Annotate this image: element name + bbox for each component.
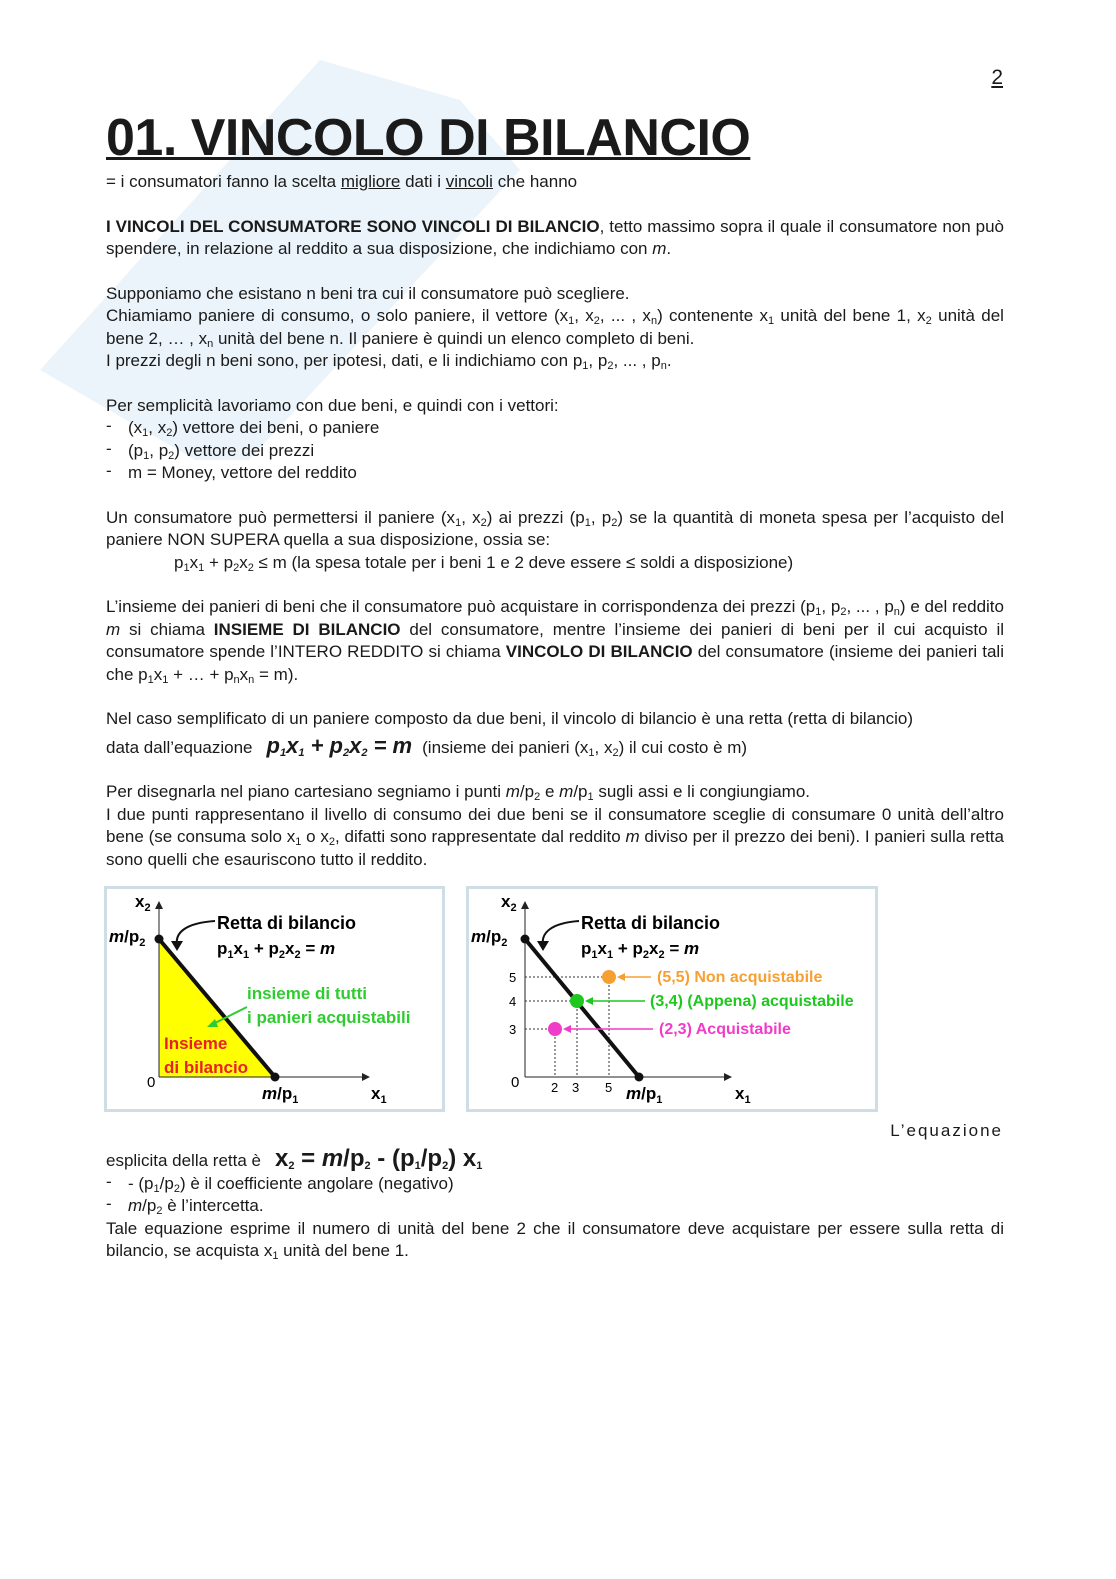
annotation-arrowhead-retta	[171, 941, 183, 951]
axis-label-x2: $x_2$	[501, 892, 517, 914]
x-axis-arrow	[724, 1073, 732, 1081]
y-tick-4: 4	[509, 994, 517, 1009]
point-5-5	[602, 970, 616, 984]
text-block-bottom	[106, 1145, 1004, 1263]
axis-label-x2: $x_2$	[135, 892, 151, 914]
y-tick-5: 5	[509, 970, 517, 985]
lequazione-label: L’equazione	[890, 1121, 1003, 1140]
page-number: 2	[991, 66, 1003, 89]
label-m-p2: $m/p_2$	[109, 927, 146, 949]
explicit-equation-line: esplicita della retta è $x_2 = m/p_2 - (p_1/p_2)$ $x_1$	[106, 1145, 483, 1172]
label-insieme-line2: di bilancio	[164, 1058, 249, 1077]
axis-label-x1: $x_1$	[371, 1084, 387, 1106]
subtitle-line: = i consumatori fanno la scelta migliore dati i vincoli che hanno	[106, 172, 578, 191]
label-non-acquistabile: (5,5) Non acquistabile	[657, 969, 823, 986]
list-item: - m = Money, vettore del reddito	[106, 462, 1004, 485]
budget-line-equation: $p_1x_1 + p_2x_2 = m$	[217, 939, 336, 961]
paragraph-beni: Supponiamo che esistano n beni tra cui il consumatore può scegliere. Chiamiamo paniere di consumo, o solo paniere, il vettore ($x_1$, $x_2$, ... , $x_n$) contenente $x_1$ unità del bene 1, $x_2$ unità del bene 2, … , $x_n$ unità del bene n. Il paniere è quindi un elenco completo di beni. I prezzi degli n beni sono, per ipotesi, dati, e li indichiamo con $p_1$, $p_2$, ... , $p_n$.	[106, 283, 1004, 372]
axis-label-x1: $x_1$	[735, 1084, 751, 1106]
list-item: - ($x_1$, $x_2$) vettore dei beni, o paniere	[106, 417, 1004, 440]
origin-label: 0	[147, 1074, 156, 1091]
list-item: - ($p_1$, $p_2$) vettore dei prezzi	[106, 440, 1004, 463]
paragraph-conclusione: Tale equazione esprime il numero di unità del bene 2 che il consumatore deve acquistare per essere sulla retta di bilancio, se acquista $x_1$ unità del bene 1.	[106, 1218, 1004, 1262]
paragraph-retta: Nel caso semplificato di un paniere composto da due beni, il vincolo di bilancio è una retta (retta di bilancio) data dall’equazione $p_1x_1 + p_2x_2 = m$ (insieme dei panieri ($x_1$, $x_2$) il cui costo è m)	[106, 709, 914, 759]
point-3-4	[570, 994, 584, 1008]
point-2-3	[548, 1022, 562, 1036]
x-tick-2: 2	[551, 1080, 559, 1095]
paragraph-permettersi: Un consumatore può permettersi il paniere ($x_1$, $x_2$) ai prezzi ($p_1$, $p_2$) se la quantità di moneta spesa per l’acquisto del paniere NON SUPERA quella a sua disposizione, ossia se: $p_1x_1 + p_2x_2 \le m$ (la spesa totale per i beni 1 e 2 deve essere ≤ soldi a disposizione)	[106, 507, 1004, 574]
equation-explicit: $x_2 = m/p_2 - (p_1/p_2)$ $x_1$	[274, 1145, 483, 1172]
figure-insieme-bilancio	[104, 886, 445, 1112]
page-title: 01. VINCOLO DI BILANCIO	[106, 109, 751, 167]
origin-label: 0	[511, 1074, 520, 1091]
list-item: - - $(p_1/p_2)$ è il coefficiente angolare (negativo)	[106, 1173, 1004, 1196]
paragraph-insieme: L’insieme dei panieri di beni che il consumatore può acquistare in corrispondenza dei prezzi ($p_1$, $p_2$, ... , $p_n$) e del reddito m si chiama INSIEME DI BILANCIO del consumatore, mentre l’insieme dei panieri di beni per il cui acquisto il consumatore spende l’INTERO REDDITO si chiama VINCOLO DI BILANCIO del consumatore (insieme dei panieri tali che $p_1x_1$ + … + $p_nx_n = m$).	[106, 597, 1004, 686]
intercept-point-x	[271, 1073, 280, 1082]
text-block-top	[106, 171, 1004, 871]
intercept-point-x	[635, 1073, 644, 1082]
paragraph-vincoli: I VINCOLI DEL CONSUMATORE SONO VINCOLI DI BILANCIO, tetto massimo sopra il quale il consumatore non può spendere, in relazione al reddito a sua disposizione, che indichiamo con m.	[106, 216, 1004, 258]
budget-line	[525, 939, 639, 1077]
annotation-arrowhead-retta	[537, 941, 549, 951]
leader-green-arrow	[585, 997, 593, 1005]
label-m-p1: $m/p_1$	[262, 1084, 299, 1106]
intercept-point-y	[521, 935, 530, 944]
x-tick-5: 5	[605, 1080, 613, 1095]
paragraph-disegnare: Per disegnarla nel piano cartesiano segniamo i punti $m/p_2$ e $m/p_1$ sugli assi e li congiungiamo. I due punti rappresentano il livello di consumo dei due beni se il consumatore sceglie di consumare 0 unità dell’altro bene (se consuma solo $x_1$ o $x_2$, difatti sono rappresentate dal reddito m diviso per il prezzo dei beni). I panieri sulla retta sono quelli che esauriscono tutto il reddito.	[106, 782, 1004, 869]
y-axis-arrow	[521, 901, 529, 909]
equation-budget-line: $p_1x_1 + p_2x_2 = m$	[266, 732, 413, 759]
budget-line-equation: $p_1x_1 + p_2x_2 = m$	[581, 939, 700, 961]
x-tick-3: 3	[572, 1080, 580, 1095]
budget-line-title: Retta di bilancio	[217, 913, 357, 933]
label-acquistabile: (2,3) Acquistabile	[659, 1021, 791, 1038]
label-m-p1: $m/p_1$	[626, 1084, 663, 1106]
paragraph-semplicita: Per semplicità lavoriamo con due beni, e quindi con i vettori: - ($x_1$, $x_2$) vettore dei beni, o paniere - ($p_1$, $p_2$) vettore dei prezzi - m = Money, vettore del reddito	[106, 395, 1004, 485]
figure-panieri-esempio	[466, 886, 878, 1112]
label-appena-acquistabile: (3,4) (Appena) acquistabile	[650, 993, 854, 1010]
intercept-point-y	[155, 935, 164, 944]
label-panieri-line2: i panieri acquistabili	[247, 1008, 411, 1027]
y-axis-arrow	[155, 901, 163, 909]
label-m-p2: $m/p_2$	[471, 927, 508, 949]
budget-line-title: Retta di bilancio	[581, 913, 721, 933]
y-tick-3: 3	[509, 1022, 517, 1037]
leader-pink-arrow	[563, 1025, 571, 1033]
label-panieri-line1: insieme di tutti	[247, 984, 367, 1003]
label-insieme-line1: Insieme	[164, 1034, 228, 1053]
x-axis-arrow	[362, 1073, 370, 1081]
list-item: - $m/p_2$ è l’intercetta.	[106, 1195, 1004, 1218]
leader-orange-arrow	[617, 973, 625, 981]
